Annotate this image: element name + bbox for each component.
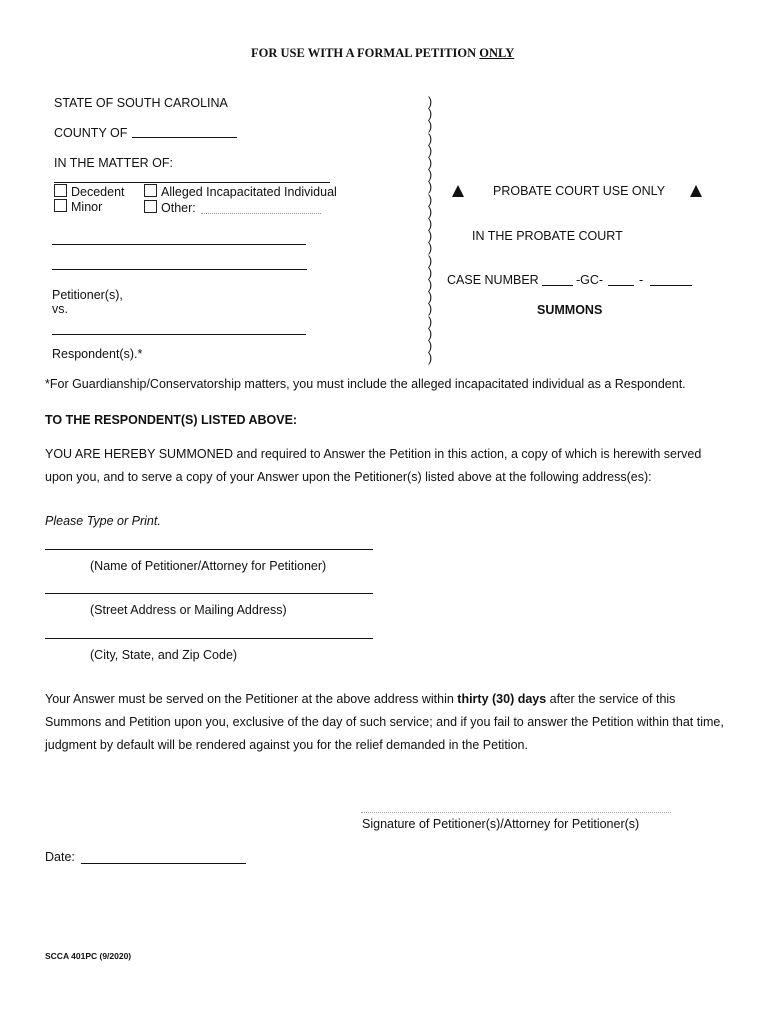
- answer-text-end: after the service of this Summons and Petition upon you, exclusive of the day of such service; and if you fail to answer the Petition within that time, judgment by default will be rendered against you for the relief demanded in the Petition.: [45, 692, 724, 752]
- minor-checkbox[interactable]: [54, 199, 67, 212]
- party-name-field-2[interactable]: [52, 269, 307, 270]
- state-label: STATE OF SOUTH CAROLINA: [54, 96, 228, 110]
- answer-deadline: thirty (30) days: [457, 692, 547, 706]
- caption-paren: ): [428, 265, 433, 280]
- alleged-label: Alleged Incapacitated Individual: [161, 185, 337, 199]
- caption-paren: ): [428, 278, 433, 292]
- vs-label: vs.: [52, 302, 68, 316]
- respondents-label: Respondent(s).*: [52, 347, 143, 361]
- header-text: FOR USE WITH A FORMAL PETITION: [251, 46, 480, 60]
- caption-paren: ): [428, 119, 433, 134]
- up-arrow-icon: [690, 185, 702, 197]
- city-state-zip-field[interactable]: [45, 638, 373, 639]
- respondent-name-field[interactable]: [52, 334, 306, 335]
- up-arrow-icon: [452, 185, 464, 197]
- header-only: ONLY: [479, 46, 515, 60]
- date-label: Date:: [45, 850, 75, 864]
- county-field[interactable]: [132, 137, 237, 138]
- alleged-checkbox[interactable]: [144, 184, 157, 197]
- date-field[interactable]: [81, 863, 246, 864]
- caption-paren: ): [428, 156, 433, 170]
- probate-use-label: PROBATE COURT USE ONLY: [493, 184, 666, 198]
- caption-paren: ): [428, 326, 433, 341]
- guardianship-note: *For Guardianship/Conservatorship matters, you must include the alleged incapacitated individual as a Respondent.: [45, 377, 686, 391]
- case-dash-label: -: [639, 273, 644, 287]
- form-header: [251, 46, 514, 61]
- caption-paren: ): [428, 339, 433, 353]
- form-number: SCCA 401PC (9/2020): [45, 951, 132, 961]
- case-number-label: CASE NUMBER: [447, 273, 539, 287]
- to-respondents-heading: TO THE RESPONDENT(S) LISTED ABOVE:: [45, 413, 298, 427]
- answer-paragraph: [45, 688, 725, 757]
- signature-label: Signature of Petitioner(s)/Attorney for Petitioner(s): [362, 817, 640, 831]
- petitioners-label: Petitioner(s),: [52, 288, 123, 302]
- caption-paren: ): [428, 229, 433, 244]
- decedent-label: Decedent: [71, 185, 125, 199]
- street-address-caption: (Street Address or Mailing Address): [90, 603, 287, 617]
- court-label: IN THE PROBATE COURT: [472, 229, 623, 243]
- please-type-label: Please Type or Print.: [45, 514, 161, 528]
- caption-paren: ): [428, 204, 433, 219]
- summoned-paragraph: YOU ARE HEREBY SUMMONED and required to Answer the Petition in this action, a copy of which is herewith served upon you, and to serve a copy of your Answer upon the Petitioner(s) listed above at the following address(es):: [45, 447, 702, 484]
- other-option[interactable]: [144, 200, 196, 215]
- street-address-field[interactable]: [45, 593, 373, 594]
- caption-paren: ): [428, 241, 433, 256]
- in-matter-label: IN THE MATTER OF:: [54, 156, 173, 170]
- caption-paren: ): [428, 253, 433, 268]
- caption-paren: ): [428, 351, 433, 366]
- caption-paren: ): [428, 180, 433, 195]
- caption-paren: ): [428, 143, 433, 158]
- petitioner-name-field[interactable]: [45, 549, 373, 550]
- caption-paren: ): [428, 107, 433, 122]
- case-seq-field[interactable]: [650, 285, 692, 286]
- decedent-checkbox[interactable]: [54, 184, 67, 197]
- party-name-field-1[interactable]: [52, 244, 306, 245]
- signature-field[interactable]: [361, 812, 671, 813]
- minor-label: Minor: [71, 200, 103, 214]
- caption-paren: ): [428, 290, 433, 305]
- minor-option[interactable]: [54, 199, 102, 214]
- caption-paren: ): [428, 192, 433, 207]
- caption-paren: ): [428, 168, 433, 183]
- caption-paren: ): [428, 95, 433, 109]
- petitioner-name-caption: (Name of Petitioner/Attorney for Petitioner): [90, 559, 327, 573]
- caption-paren: ): [428, 302, 433, 317]
- caption-paren: ): [428, 314, 433, 329]
- caption-paren: ): [428, 131, 433, 146]
- other-field[interactable]: [201, 213, 321, 214]
- case-year-field[interactable]: [542, 285, 573, 286]
- case-gc-label: -GC-: [576, 273, 604, 287]
- case-gc-field[interactable]: [608, 285, 634, 286]
- decedent-option[interactable]: [54, 184, 125, 199]
- summons-title: SUMMONS: [537, 303, 603, 317]
- caption-paren: ): [428, 217, 433, 231]
- answer-text-start: Your Answer must be served on the Petitioner at the above address within: [45, 692, 458, 706]
- matter-name-field[interactable]: [54, 182, 330, 183]
- other-checkbox[interactable]: [144, 200, 157, 213]
- city-state-zip-caption: (City, State, and Zip Code): [90, 648, 238, 662]
- county-label: COUNTY OF: [54, 126, 128, 140]
- other-label: Other:: [161, 201, 196, 215]
- alleged-option[interactable]: [144, 184, 337, 199]
